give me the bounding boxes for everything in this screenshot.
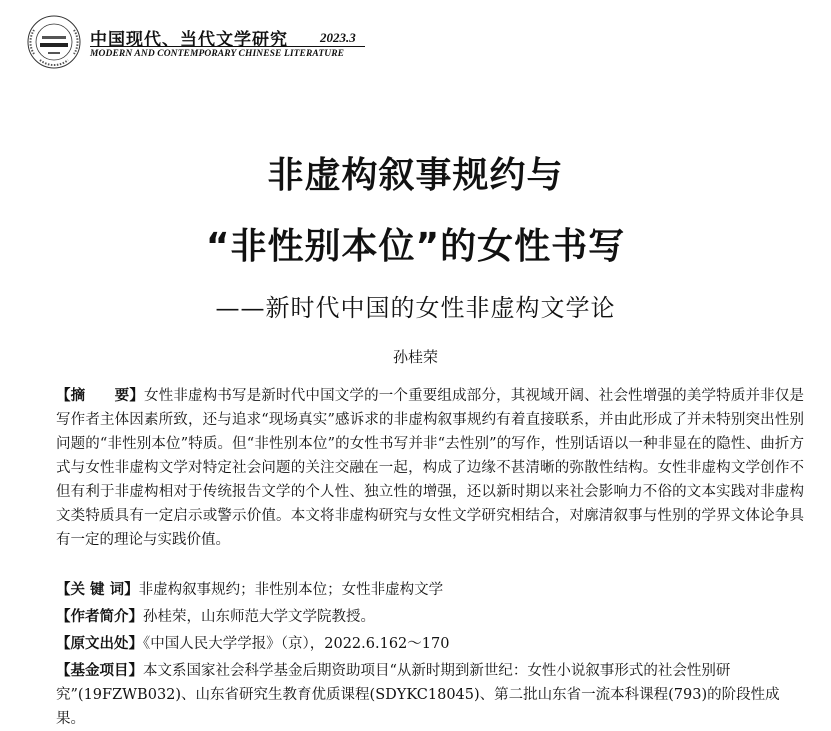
fund-label: 【基金项目】: [56, 663, 143, 679]
source-label: 【原文出处】: [56, 636, 143, 652]
abstract-label: 【摘 要】: [56, 388, 145, 404]
keywords-text: 非虚构叙事规约；非性别本位；女性非虚构文学: [138, 582, 444, 598]
source-row: [56, 632, 804, 656]
journal-seal-logo: [26, 14, 82, 70]
abstract-paragraph: [56, 384, 804, 552]
source-text: 《中国人民大学学报》（京），2022.6.162～170: [143, 636, 450, 652]
abstract-text: 女性非虚构书写是新时代中国文学的一个重要组成部分，其视域开阔、社会性增强的美学特质并非仅是写作者主体因素所致，还与追求“现场真实”感诉求的非虚构叙事规约有着直接联系，并由此形成了并未特别突出性别问题的“非性别本位”特质。但“非性别本位”的女性书写并非“去性别”的写作，性别话语以一种非显在的隐性、曲折方式与女性非虚构文学对特定社会问题的关注交融在一起，构成了边缘不甚清晰的弥散性结构。女性非虚构文学创作不但有利于非虚构相对于传统报告文学的个人性、独立性的增强，还以新时期以来社会影响力不俗的文本实践对非虚构文类特质具有一定启示或警示价值。本文将非虚构研究与女性文学研究相结合，对廓清叙事与性别的学界文体论争具有一定的理论与实践价值。: [56, 388, 805, 548]
keywords-label: 【关 键 词】: [56, 582, 139, 598]
author-info-row: [56, 605, 804, 629]
journal-name-cn: 中国现代、当代文学研究: [90, 30, 288, 50]
article-title-line2: “非性别本位”的女性书写: [205, 226, 626, 267]
fund-text: 本文系国家社会科学基金后期资助项目“从新时期到新世纪：女性小说叙事形式的社会性别研究”(19FZWB032)、山东省研究生教育优质课程(SDYKC18045)、第二批山东省一流本科课程(793)的阶段性成果。: [56, 663, 780, 727]
header-rule: [90, 46, 365, 47]
author-info-text: 孙桂荣，山东师范大学文学院教授。: [143, 609, 375, 625]
journal-header: [0, 0, 831, 80]
journal-name-en: MODERN AND CONTEMPORARY CHINESE LITERATURE: [90, 49, 345, 59]
article-author: 孙桂荣: [392, 348, 438, 366]
article-title-line1: 非虚构叙事规约与: [267, 155, 564, 196]
issue-number: 2023.3: [320, 30, 356, 45]
article-subtitle: ——新时代中国的女性非虚构文学论: [215, 294, 616, 322]
author-info-label: 【作者简介】: [56, 609, 143, 625]
fund-row: [56, 659, 804, 731]
keywords-row: [56, 578, 804, 602]
